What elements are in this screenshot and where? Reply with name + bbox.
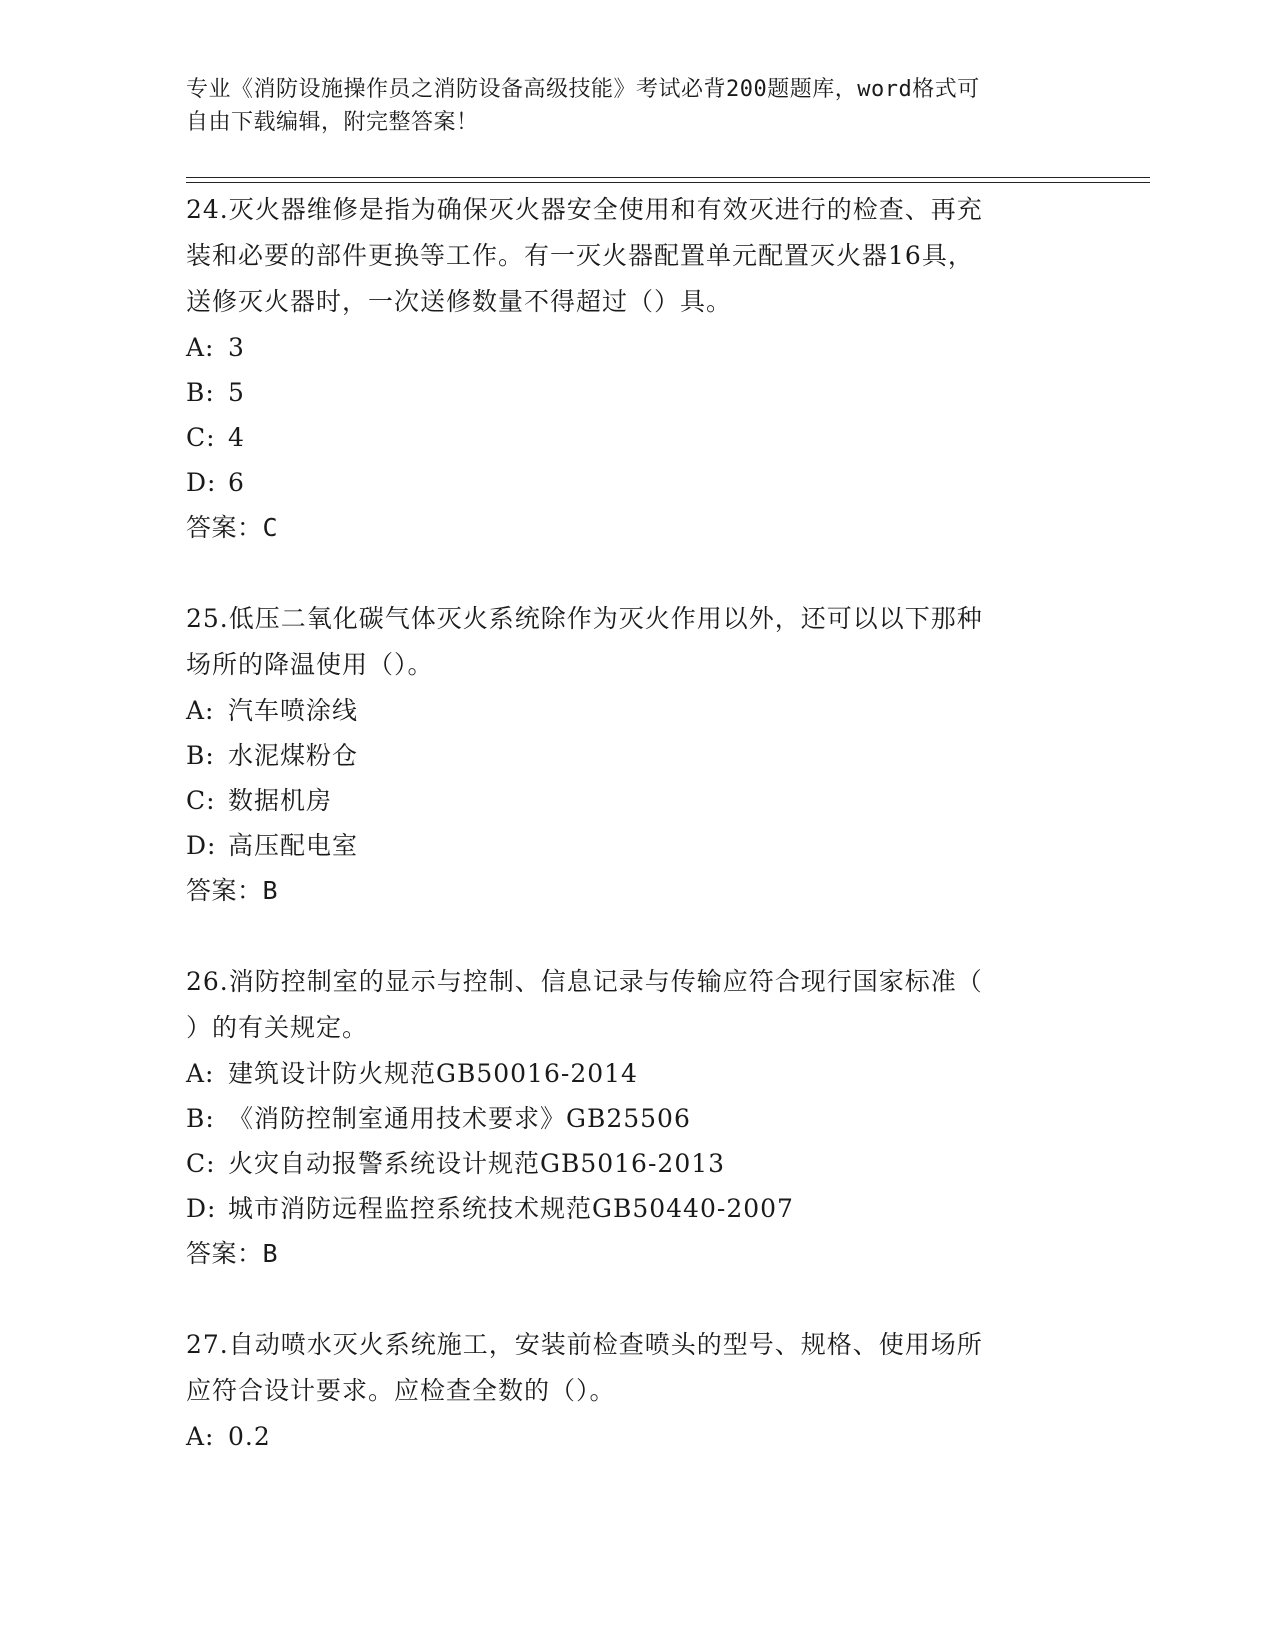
option-c	[186, 778, 1086, 823]
option-key: C:	[186, 1149, 216, 1178]
option-text: 数据机房	[228, 786, 333, 815]
header-line-1: 专业《消防设施操作员之消防设备高级技能》考试必背200题题库，word格式可	[186, 77, 980, 102]
option-key: D:	[186, 468, 217, 497]
option-text: 3	[228, 333, 245, 362]
option-key: D:	[186, 831, 217, 860]
option-key: A:	[186, 1059, 215, 1088]
question-spacer	[186, 914, 1086, 959]
question-line: 送修灭火器时，一次送修数量不得超过（）具。	[186, 287, 733, 316]
question-list	[186, 187, 1086, 1459]
option-text: 5	[228, 378, 245, 407]
option-key: B:	[186, 378, 215, 407]
question-line: 装和必要的部件更换等工作。有一灭火器配置单元配置灭火器16具，	[186, 241, 974, 270]
document-header	[186, 73, 1066, 139]
question-24	[186, 187, 1086, 551]
option-text: 4	[228, 423, 245, 452]
question-line: 25.低压二氧化碳气体灭火系统除作为灭火作用以外，还可以以下那种	[186, 604, 983, 633]
header-divider-top	[186, 177, 1150, 178]
question-line: 26.消防控制室的显示与控制、信息记录与传输应符合现行国家标准（	[186, 967, 983, 996]
question-spacer	[186, 551, 1086, 596]
option-a	[186, 688, 1086, 733]
option-text: 6	[228, 468, 245, 497]
option-text: 汽车喷涂线	[228, 696, 359, 725]
answer-line: 答案：C	[186, 513, 279, 542]
option-b	[186, 370, 1086, 415]
option-text: 《消防控制室通用技术要求》GB25506	[228, 1104, 691, 1133]
option-b	[186, 1096, 1086, 1141]
question-27	[186, 1322, 1086, 1459]
option-d	[186, 460, 1086, 505]
question-line: 应符合设计要求。应检查全数的（）。	[186, 1376, 616, 1405]
option-key: A:	[186, 1422, 215, 1451]
option-text: 城市消防远程监控系统技术规范GB50440-2007	[228, 1194, 794, 1223]
option-d	[186, 1186, 1086, 1231]
header-line-2: 自由下载编辑，附完整答案！	[186, 110, 479, 135]
option-b	[186, 733, 1086, 778]
option-text: 0.2	[228, 1422, 271, 1451]
question-text	[186, 187, 1086, 325]
question-text	[186, 1322, 1086, 1414]
option-a	[186, 325, 1086, 370]
option-text: 高压配电室	[228, 831, 359, 860]
option-key: B:	[186, 741, 215, 770]
question-25	[186, 596, 1086, 914]
option-c	[186, 1141, 1086, 1186]
question-text	[186, 596, 1086, 688]
option-text: 水泥煤粉仓	[228, 741, 359, 770]
question-text	[186, 959, 1086, 1051]
option-key: B:	[186, 1104, 215, 1133]
header-divider-bottom	[186, 182, 1150, 183]
question-spacer	[186, 1277, 1086, 1322]
answer-line: 答案：B	[186, 876, 279, 905]
option-a	[186, 1051, 1086, 1096]
option-key: A:	[186, 696, 215, 725]
option-d	[186, 823, 1086, 868]
option-key: C:	[186, 423, 216, 452]
option-key: A:	[186, 333, 215, 362]
question-line: 24.灭火器维修是指为确保灭火器安全使用和有效灭进行的检查、再充	[186, 195, 983, 224]
question-line: ）的有关规定。	[186, 1013, 369, 1042]
question-26	[186, 959, 1086, 1277]
option-text: 建筑设计防火规范GB50016-2014	[228, 1059, 638, 1088]
answer-line: 答案：B	[186, 1239, 279, 1268]
option-key: D:	[186, 1194, 217, 1223]
option-key: C:	[186, 786, 216, 815]
question-line: 27.自动喷水灭火系统施工，安装前检查喷头的型号、规格、使用场所	[186, 1330, 983, 1359]
option-text: 火灾自动报警系统设计规范GB5016-2013	[228, 1149, 726, 1178]
option-a	[186, 1414, 1086, 1459]
option-c	[186, 415, 1086, 460]
question-line: 场所的降温使用（）。	[186, 650, 434, 679]
